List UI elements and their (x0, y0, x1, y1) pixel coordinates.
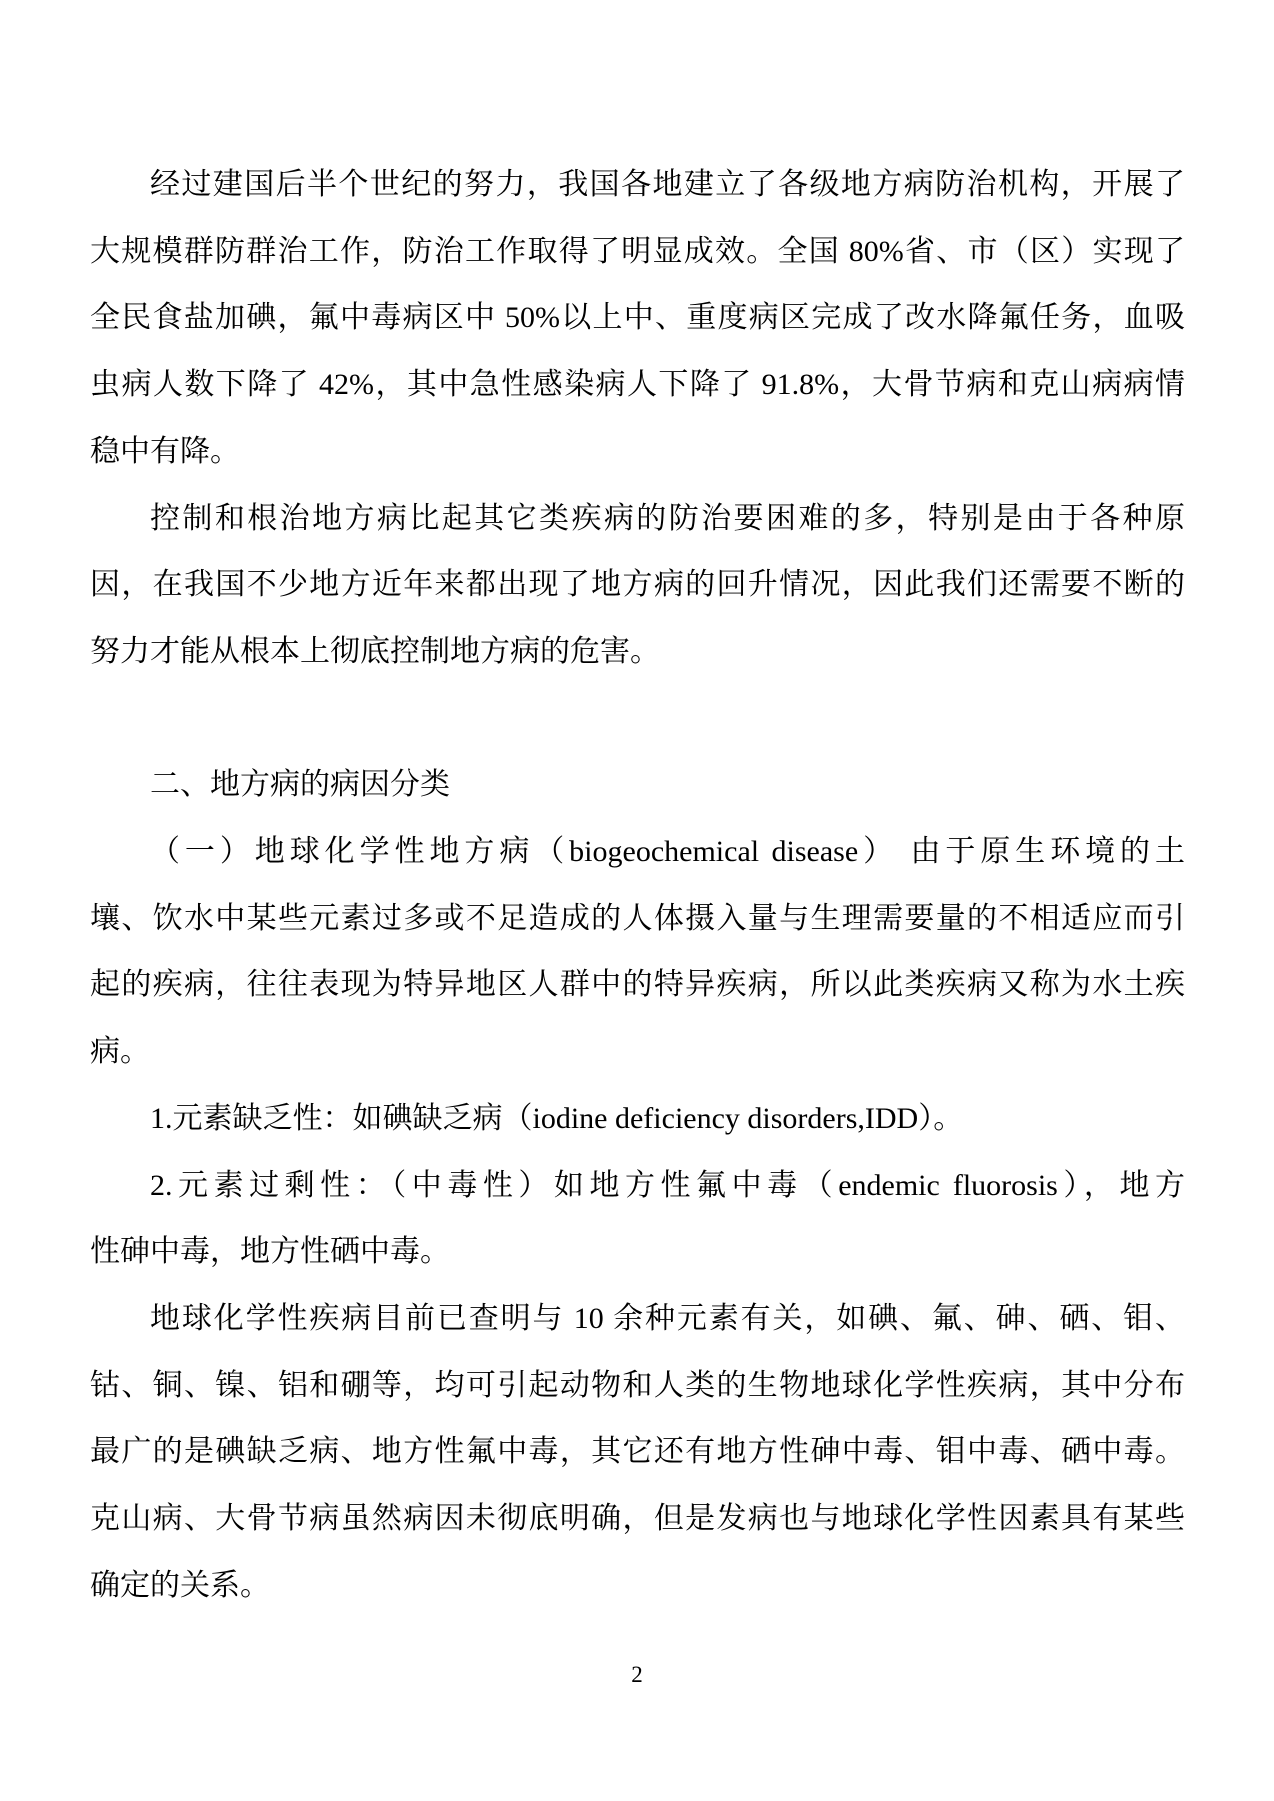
para3-line1: （一）地球化学性地方病（biogeochemical disease） 由于原生环境的土 (150, 835, 1185, 869)
para4-line1: 地球化学性疾病目前已查明与 10 余种元素有关，如碘、氟、砷、硒、钼、 (150, 1301, 1185, 1335)
section-heading: 二、地方病的病因分类 (150, 768, 450, 802)
page-number: 2 (631, 1662, 643, 1687)
para4-line4: 克山病、大骨节病虽然病因未彻底明确，但是发病也与地球化学性因素具有某些 (90, 1502, 1185, 1536)
para3-line3: 起的疾病，往往表现为特异地区人群中的特异疾病，所以此类疾病又称为水土疾 (90, 968, 1185, 1002)
para4-line5: 确定的关系。 (90, 1568, 270, 1602)
para4-line2: 钴、铜、镍、铝和硼等，均可引起动物和人类的生物地球化学性疾病，其中分布 (90, 1368, 1185, 1402)
item2-line2: 性砷中毒，地方性硒中毒。 (90, 1235, 450, 1269)
para3-line4: 病。 (90, 1035, 150, 1069)
para4-line3: 最广的是碘缺乏病、地方性氟中毒，其它还有地方性砷中毒、钼中毒、硒中毒。 (90, 1435, 1185, 1469)
item1-line1: 1.元素缺乏性：如碘缺乏病（iodine deficiency disorders,IDD）。 (150, 1101, 964, 1135)
document-body (90, 152, 1185, 1619)
para1-line1: 经过建国后半个世纪的努力，我国各地建立了各级地方病防治机构，开展了 (150, 168, 1185, 201)
blank-line (90, 686, 1185, 753)
para2-line2: 因，在我国不少地方近年来都出现了地方病的回升情况，因此我们还需要不断的 (90, 568, 1185, 602)
para1-line4: 虫病人数下降了 42%，其中急性感染病人下降了 91.8%，大骨节病和克山病病情 (90, 368, 1185, 402)
para2-line3: 努力才能从根本上彻底控制地方病的危害。 (90, 634, 660, 668)
para1-line5: 稳中有降。 (90, 434, 240, 468)
para2-line1: 控制和根治地方病比起其它类疾病的防治要困难的多，特别是由于各种原 (150, 501, 1185, 535)
para1-line2: 大规模群防群治工作，防治工作取得了明显成效。全国 80%省、市（区）实现了 (90, 234, 1185, 268)
para3-line2: 壤、饮水中某些元素过多或不足造成的人体摄入量与生理需要量的不相适应而引 (90, 901, 1185, 935)
para1-line3: 全民食盐加碘，氟中毒病区中 50%以上中、重度病区完成了改水降氟任务，血吸 (90, 301, 1185, 335)
item2-line1: 2.元素过剩性：（中毒性）如地方性氟中毒（endemic fluorosis），地方 (150, 1168, 1185, 1202)
